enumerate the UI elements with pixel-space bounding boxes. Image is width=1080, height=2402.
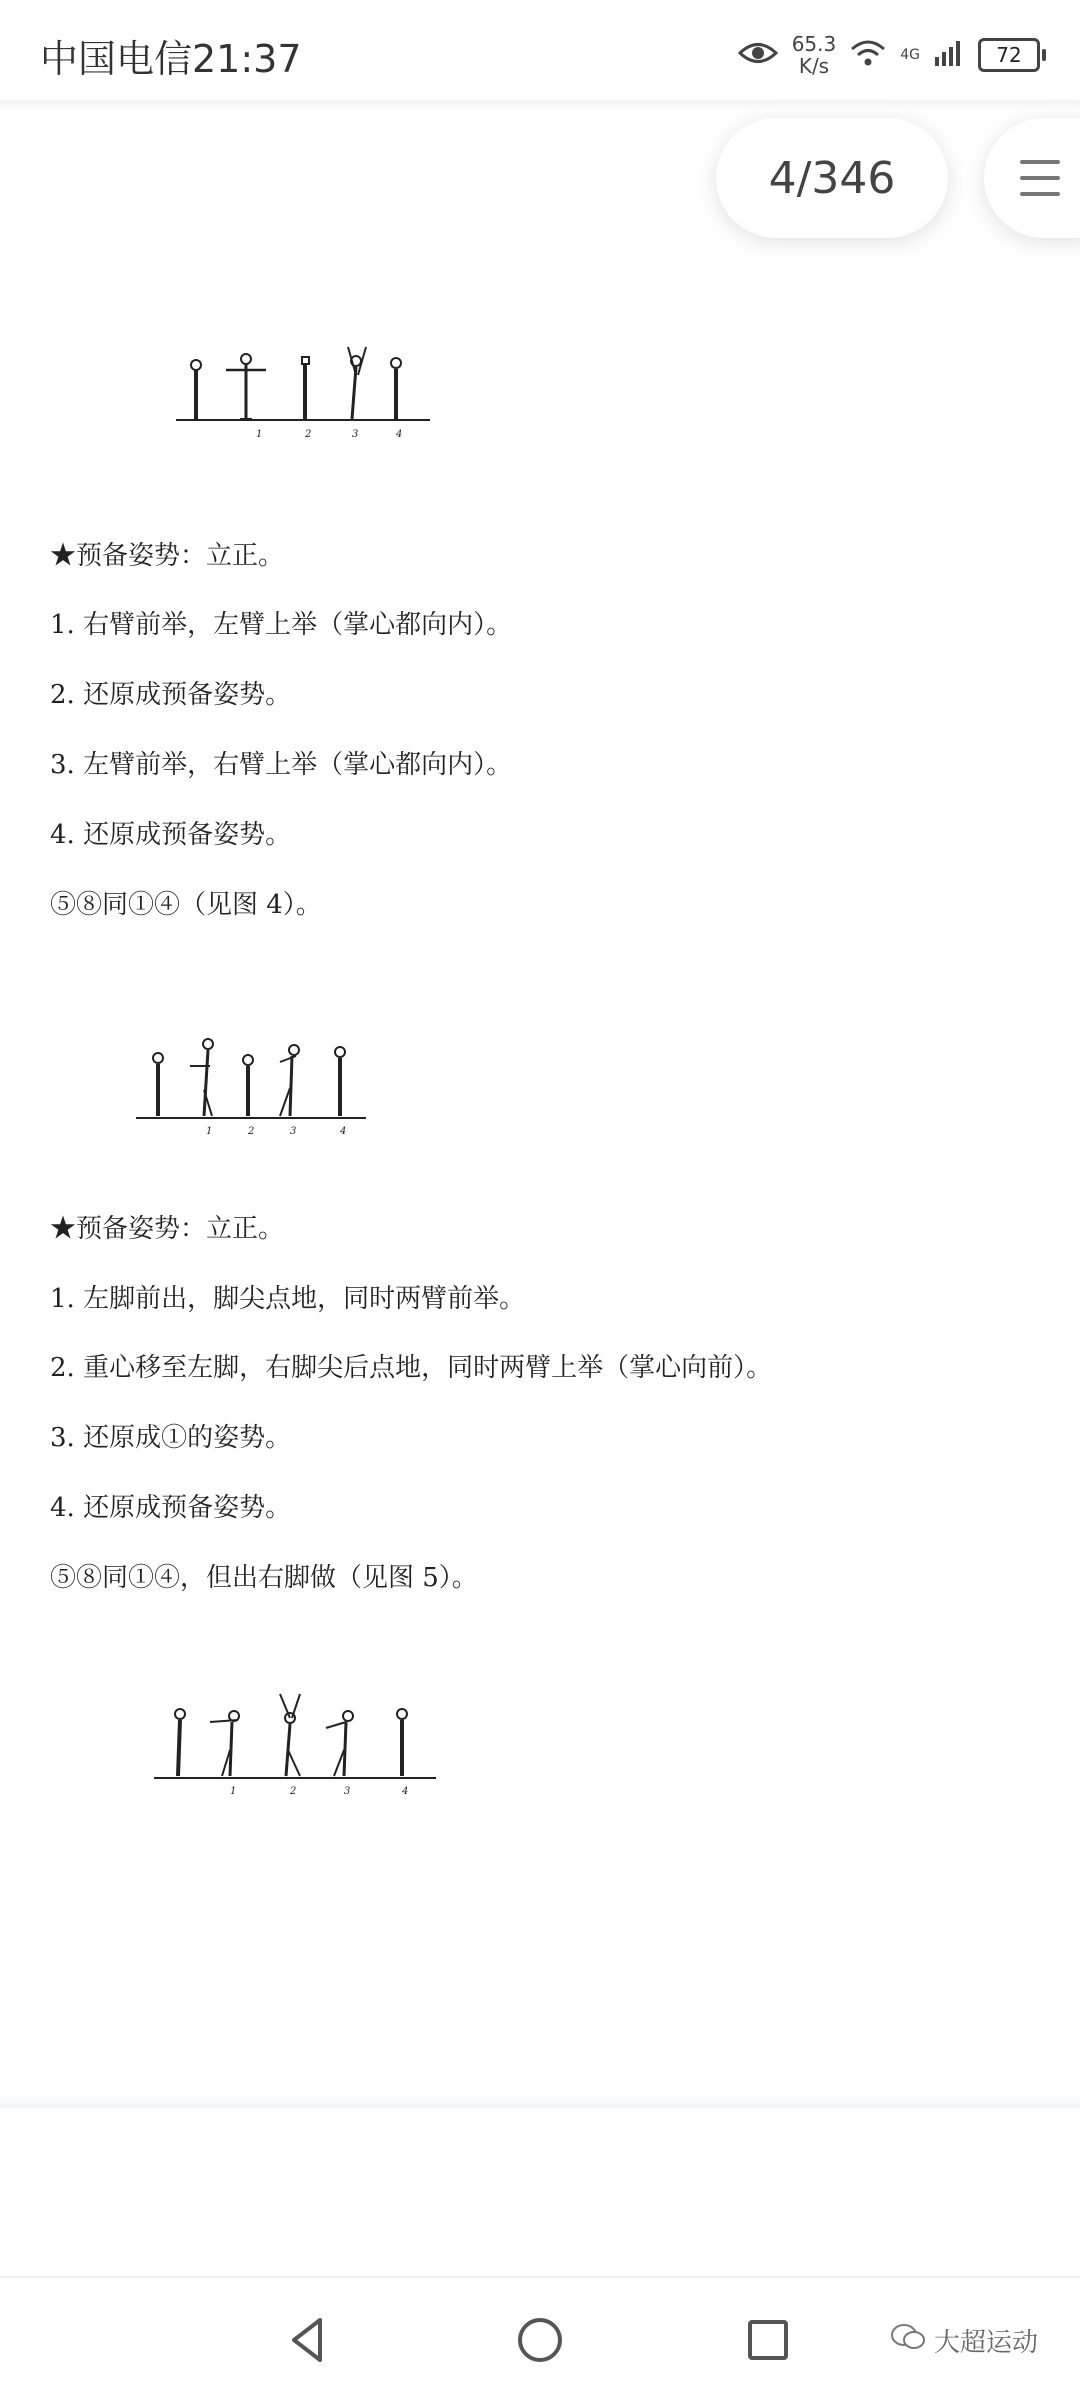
section-1-line-6: ⑤⑧同①④（见图 4）。 <box>50 890 322 920</box>
section-2-line-4: 3. 还原成①的姿势。 <box>50 1423 292 1453</box>
status-bar <box>0 0 1080 110</box>
wechat-icon <box>890 2323 926 2358</box>
figure-2-label-4: 4 <box>340 1126 347 1137</box>
watermark <box>890 2322 1038 2359</box>
eye-icon <box>738 40 778 70</box>
figure-2-label-3: 3 <box>290 1126 297 1137</box>
section-2-line-6: ⑤⑧同①④，但出右脚做（见图 5）。 <box>50 1563 478 1593</box>
section-2-line-3: 2. 重心移至左脚，右脚尖后点地，同时两臂上举（掌心向前）。 <box>50 1353 773 1383</box>
recents-icon <box>736 2357 800 2376</box>
figure-2-label-2: 2 <box>248 1126 255 1137</box>
watermark-text: 大超运动 <box>934 2328 1039 2358</box>
recents-button[interactable] <box>736 2308 800 2372</box>
battery-icon: 72 <box>978 38 1040 72</box>
figure-1-label-3: 3 <box>352 429 359 440</box>
section-1-line-4: 3. 左臂前举，右臂上举（掌心都向内）。 <box>50 750 513 780</box>
section-1-line-3: 2. 还原成预备姿势。 <box>50 680 292 710</box>
back-icon <box>276 2357 340 2376</box>
section-2-line-5: 4. 还原成预备姿势。 <box>50 1493 292 1523</box>
home-button[interactable] <box>508 2308 572 2372</box>
signal-icon <box>934 39 964 71</box>
net-speed-unit: K/s <box>798 54 830 78</box>
figure-3-label-3: 3 <box>344 1786 351 1797</box>
exercise-figure-2 <box>130 1030 370 1140</box>
net-speed-value: 65.3 <box>791 32 837 56</box>
figure-3-label-1: 1 <box>230 1786 237 1797</box>
home-icon <box>508 2357 572 2376</box>
wifi-icon <box>850 39 886 71</box>
section-1-line-5: 4. 还原成预备姿势。 <box>50 820 292 850</box>
figure-2-label-1: 1 <box>206 1126 213 1137</box>
menu-button[interactable] <box>984 118 1080 238</box>
figure-1-label-1: 1 <box>256 429 263 440</box>
section-2-line-2: 1. 左脚前出，脚尖点地，同时两臂前举。 <box>50 1284 526 1314</box>
exercise-figure-1 <box>170 345 440 445</box>
exercise-figure-3 <box>150 1688 440 1798</box>
page-indicator[interactable]: 4/346 <box>716 118 948 238</box>
figure-1-label-4: 4 <box>396 429 403 440</box>
status-divider <box>0 100 1080 110</box>
back-button[interactable] <box>276 2308 340 2372</box>
figure-1-label-2: 2 <box>305 429 312 440</box>
figure-3-label-2: 2 <box>290 1786 297 1797</box>
section-2-line-1: ★预备姿势：立正。 <box>50 1214 285 1244</box>
figure-3-label-4: 4 <box>402 1786 409 1797</box>
section-1-line-2: 1. 右臂前举，左臂上举（掌心都向内）。 <box>50 610 513 640</box>
net-speed <box>792 33 837 77</box>
section-1-line-1: ★预备姿势：立正。 <box>50 541 285 571</box>
carrier-time: 中国电信21:37 <box>40 36 302 81</box>
network-type: 4G <box>900 47 920 63</box>
page-end-divider <box>0 2092 1080 2108</box>
status-icons <box>738 33 1040 77</box>
